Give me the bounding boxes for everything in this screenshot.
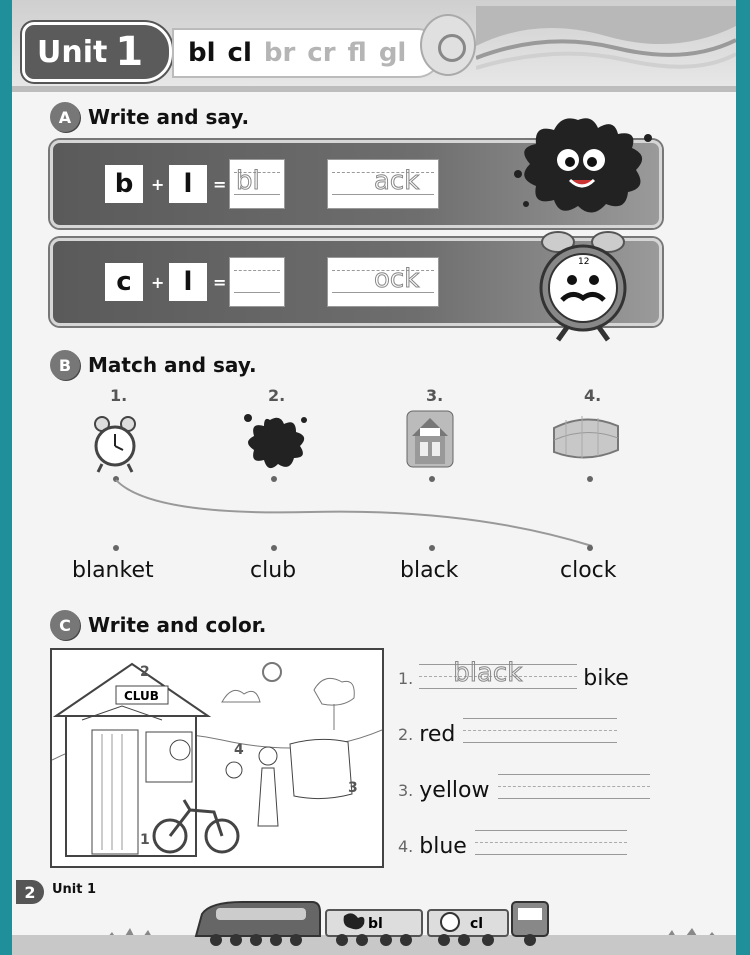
scene-number-2: 2 [140, 664, 150, 680]
unit-tab [22, 22, 172, 82]
letter-box-l: l [169, 263, 207, 301]
header-stripe [12, 86, 736, 92]
section-c-heading [50, 610, 266, 640]
blend-write-box-1[interactable] [229, 159, 285, 209]
color-item-word: red [419, 721, 456, 747]
footer-unit-label: Unit 1 [52, 882, 97, 897]
letter-box-c: c [105, 263, 143, 301]
ink-splat-icon [240, 410, 312, 474]
traced-ending: ack [374, 166, 420, 196]
match-word-club: club [250, 558, 297, 583]
color-item-1 [398, 660, 629, 696]
section-c-title: Write and color. [88, 613, 267, 637]
match-word-clock: clock [560, 558, 617, 583]
match-dot-bottom-4[interactable] [587, 545, 593, 551]
plus-sign: + [151, 175, 165, 194]
train-label-cl: cl [470, 916, 484, 932]
phonics-br: br [263, 38, 296, 68]
section-a-badge: A [50, 102, 80, 132]
unit-number: 1 [115, 29, 144, 75]
club-house-icon [406, 410, 454, 468]
worksheet-page [12, 0, 736, 955]
match-word-blanket: blanket [72, 558, 154, 583]
section-a-heading [50, 102, 249, 132]
color-item-number: 1. [398, 668, 414, 688]
plus-sign: + [151, 273, 165, 292]
unit-word: Unit [37, 34, 108, 70]
write-line-box[interactable] [475, 828, 627, 864]
phonics-gl: gl [378, 38, 407, 68]
equals-sign: = [213, 273, 227, 292]
alarm-clock-icon [90, 414, 140, 474]
match-dot-bottom-1[interactable] [113, 545, 119, 551]
section-b-title: Match and say. [88, 353, 257, 377]
color-item-4 [398, 828, 627, 864]
color-item-number: 2. [398, 724, 414, 744]
color-item-number: 3. [398, 780, 414, 800]
phonics-cl: cl [227, 38, 252, 68]
scene-number-1: 1 [140, 832, 150, 848]
phonics-bl: bl [188, 38, 216, 68]
traced-ending: ock [374, 264, 420, 294]
match-number-4: 4. [584, 386, 602, 405]
ending-write-box-1[interactable] [327, 159, 439, 209]
phonics-fl: fl [347, 38, 367, 68]
color-item-number: 4. [398, 836, 414, 856]
scene-number-3: 3 [348, 780, 358, 796]
color-item-2 [398, 716, 617, 752]
letter-box-b: b [105, 165, 143, 203]
page-number: 2 [16, 880, 44, 904]
match-number-3: 3. [426, 386, 444, 405]
blend-write-box-2[interactable] [229, 257, 285, 307]
svg-text:12: 12 [578, 257, 590, 267]
train-icon [192, 896, 552, 948]
coloring-scene[interactable] [50, 648, 384, 868]
train-label-bl: bl [368, 916, 383, 932]
scroll-roll-icon [420, 14, 476, 76]
ink-splat-character-icon [508, 112, 658, 222]
letter-box-l: l [169, 165, 207, 203]
scene-number-4: 4 [234, 742, 244, 758]
traced-word-box[interactable] [419, 660, 577, 696]
write-line-box[interactable] [498, 772, 650, 808]
section-b-heading [50, 350, 257, 380]
color-item-word: blue [419, 833, 467, 859]
blanket-icon [548, 410, 624, 468]
traced-blend: bl [236, 166, 260, 196]
section-a-title: Write and say. [88, 105, 250, 129]
match-number-1: 1. [110, 386, 128, 405]
match-number-2: 2. [268, 386, 286, 405]
section-b-badge: B [50, 350, 80, 380]
match-word-black: black [400, 558, 459, 583]
club-sign-text: CLUB [124, 689, 159, 703]
color-item-word: bike [583, 665, 629, 691]
match-connector-line [110, 476, 600, 550]
section-c-badge: C [50, 610, 80, 640]
write-line-box[interactable] [463, 716, 617, 752]
phonics-cr: cr [307, 38, 336, 68]
phonics-bar [172, 28, 442, 78]
ending-write-box-2[interactable] [327, 257, 439, 307]
match-dot-bottom-2[interactable] [271, 545, 277, 551]
alarm-clock-character-icon [528, 228, 638, 344]
color-item-3 [398, 772, 650, 808]
scene-illustration [52, 650, 382, 866]
equals-sign: = [213, 175, 227, 194]
match-dot-bottom-3[interactable] [429, 545, 435, 551]
header-wave-decoration [476, 6, 736, 76]
color-item-word: yellow [419, 777, 490, 803]
traced-word: black [453, 658, 523, 688]
